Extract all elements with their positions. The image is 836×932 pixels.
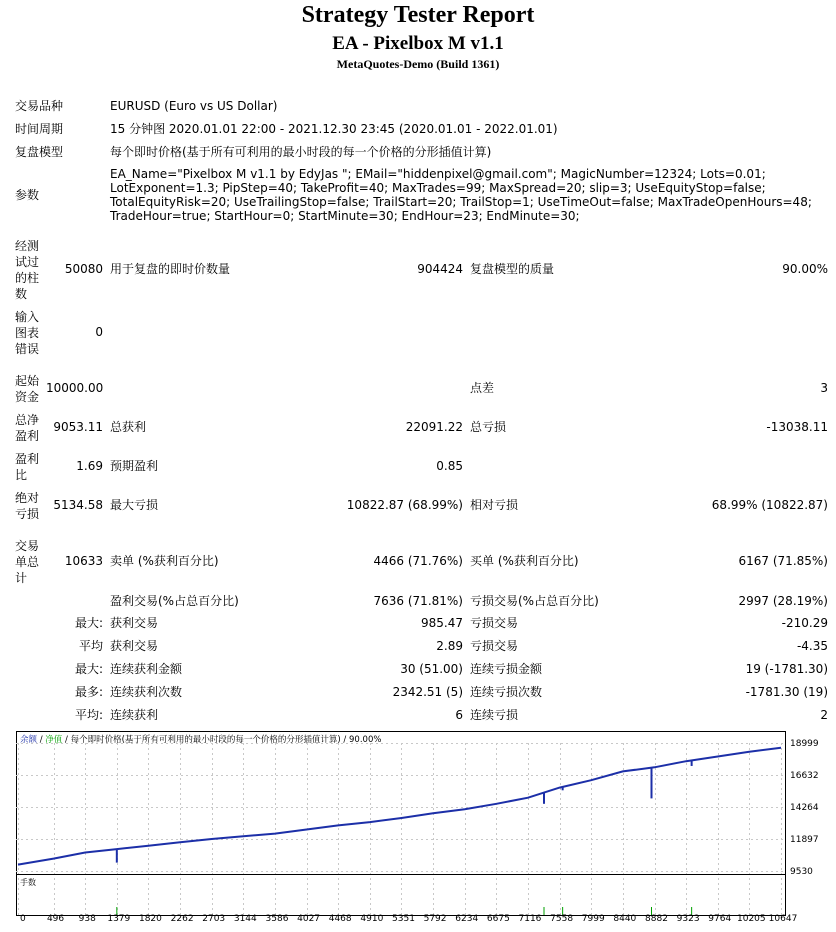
largest-profit-label: 获利交易 (110, 616, 159, 630)
avg-cons-losses-label: 连续亏损 (470, 708, 519, 722)
short-trades-value: 4466 (71.76%) (373, 554, 463, 568)
x-tick-label: 9323 (676, 914, 700, 924)
avg-cons-losses-value: 2 (820, 708, 828, 722)
average-prefix: 平均 (78, 639, 103, 653)
legend-balance: 余额 (20, 735, 38, 745)
total-trades-label: 交易单总计 (15, 539, 40, 585)
net-profit-value: 9053.11 (53, 420, 103, 434)
x-tick-label: 938 (78, 914, 96, 924)
ea-name: EA - Pixelbox M v1.1 (332, 33, 504, 54)
errors-label: 输入图表错误 (15, 310, 40, 356)
x-tick-label: 7558 (550, 914, 574, 924)
x-tick-label: 1820 (138, 914, 162, 924)
largest-prefix: 最大: (74, 616, 103, 630)
x-tick-label: 7116 (518, 914, 542, 924)
max-cons-losses-value: 19 (-1781.30) (745, 662, 828, 676)
quality-label: 复盘模型的质量 (470, 262, 555, 276)
ticks-value: 904424 (417, 262, 463, 276)
x-tick-label: 4027 (297, 914, 321, 924)
params-label: 参数 (15, 188, 40, 202)
gross-loss-value: -13038.11 (766, 420, 828, 434)
long-trades-label: 买单 (%获利百分比) (470, 554, 579, 568)
x-tick-label: 2703 (202, 914, 226, 924)
x-tick-label: 2262 (170, 914, 194, 924)
abs-drawdown-value: 5134.58 (53, 498, 103, 512)
profit-trades-label: 盈利交易(%占总百分比) (110, 594, 239, 608)
x-tick-label: 10647 (768, 914, 798, 924)
loss-trades-value: 2997 (28.19%) (738, 594, 828, 608)
avg-cons-wins-value: 6 (455, 708, 463, 722)
max-cons-profit-value: 2342.51 (5) (392, 685, 463, 699)
legend-equity: 净值 (45, 735, 63, 745)
errors-value: 0 (95, 325, 103, 339)
max-cons-losses-label: 连续亏损金额 (470, 662, 543, 676)
max-cons-loss-value: -1781.30 (19) (745, 685, 828, 699)
abs-drawdown-label: 绝对亏损 (15, 491, 40, 521)
x-tick-label: 8440 (613, 914, 637, 924)
profit-factor-value: 1.69 (76, 459, 103, 473)
net-profit-label: 总净盈利 (15, 413, 40, 443)
x-tick-label: 4468 (328, 914, 352, 924)
x-tick-label: 496 (46, 914, 65, 924)
total-trades-value: 10633 (64, 554, 103, 568)
largest-loss-label: 亏损交易 (470, 616, 519, 630)
x-tick-label: 5792 (423, 914, 447, 924)
y-tick-label: 18999 (790, 739, 819, 749)
period-value: 15 分钟图 2020.01.01 22:00 - 2021.12.30 23:45 (2020.01.01 - 2022.01.01) (110, 122, 558, 136)
y-tick-label: 16632 (790, 770, 819, 781)
bars-value: 50080 (64, 262, 103, 276)
x-tick-label: 3144 (233, 914, 257, 924)
x-tick-label: 6234 (455, 914, 479, 924)
avg-profit-value: 2.89 (436, 639, 463, 653)
profit-factor-label: 盈利比 (15, 452, 40, 482)
x-tick-label: 7999 (581, 914, 605, 924)
max-cons-wins-value: 30 (51.00) (400, 662, 463, 676)
symbol-value: EURUSD (Euro vs US Dollar) (110, 99, 278, 113)
model-value: 每个即时价格(基于所有可利用的最小时段的每一个价格的分形插值计算) (110, 145, 492, 159)
largest-profit-value: 985.47 (421, 616, 463, 630)
x-tick-label: 9764 (708, 914, 732, 924)
x-tick-label: 8882 (645, 914, 668, 924)
y-tick-label: 11897 (790, 835, 819, 846)
x-tick-label: 10205 (737, 914, 766, 924)
period-label: 时间周期 (15, 122, 64, 136)
symbol-label: 交易品种 (15, 99, 64, 113)
max-cons-loss-label: 连续亏损次数 (470, 685, 543, 699)
x-tick-label: 5351 (392, 914, 415, 924)
x-tick-label: 4910 (360, 914, 384, 924)
rel-drawdown-value: 68.99% (10822.87) (711, 498, 828, 512)
max-cons-profit-label: 连续获利次数 (110, 685, 183, 699)
balance-chart (16, 731, 819, 924)
profit-trades-value: 7636 (71.81%) (373, 594, 463, 608)
max-drawdown-value: 10822.87 (68.99%) (346, 498, 463, 512)
expected-payoff-value: 0.85 (436, 459, 463, 473)
max-drawdown-label: 最大亏损 (110, 498, 159, 512)
params-value: EA_Name="Pixelbox M v1.1 by EdyJas "; EMail="hiddenpixel@gmail.com"; MagicNumber=12324; Lots=0.01; LotExponent=1.3; PipStep=40; TakeProfit=40; MaxTrades=99; MaxSpread=20; slip=3; UseEquityStop=false; TotalEquityRisk=20; UseTrailingStop=false; TrailStart=20; TrailStop=1; UseTimeOut=false; MaxTradeOpenHours=48; TradeHour=true; StartHour=0; StartMinute=30; EndHour=23; EndMinute=30; (110, 167, 812, 223)
max-cons-wins-label: 连续获利金额 (110, 662, 183, 676)
ticks-label: 用于复盘的即时价数量 (110, 262, 231, 276)
y-axis-ticks (790, 739, 819, 877)
max-cons-prefix: 最大: (74, 662, 103, 676)
gross-profit-label: 总获利 (110, 420, 147, 434)
loss-trades-label: 亏损交易(%占总百分比) (470, 594, 599, 608)
y-tick-label: 9530 (790, 867, 813, 877)
avg-profit-label: 获利交易 (110, 639, 159, 653)
spread-label: 点差 (470, 381, 495, 395)
largest-loss-value: -210.29 (781, 616, 828, 630)
short-trades-label: 卖单 (%获利百分比) (110, 554, 219, 568)
most-prefix: 最多: (74, 685, 103, 699)
rel-drawdown-label: 相对亏损 (470, 498, 519, 512)
deposit-label: 起始资金 (15, 374, 40, 404)
avg-loss-label: 亏损交易 (470, 639, 519, 653)
avg-cons-wins-label: 连续获利 (110, 708, 159, 722)
x-tick-label: 1379 (107, 914, 131, 924)
x-tick-label: 6675 (486, 914, 510, 924)
lot-panel-label: 手数 (20, 878, 36, 887)
quality-value: 90.00% (782, 262, 828, 276)
deposit-value: 10000.00 (46, 381, 104, 395)
spread-value: 3 (820, 381, 828, 395)
long-trades-value: 6167 (71.85%) (738, 554, 828, 568)
x-tick-label: 3586 (265, 914, 289, 924)
chart-legend: 余额 / 净值 / 每个即时价格(基于所有可利用的最小时段的每一个价格的分形插值计算) / 90.00% (20, 735, 382, 745)
gross-profit-value: 22091.22 (405, 420, 463, 434)
expected-payoff-label: 预期盈利 (110, 459, 159, 473)
legend-model: 每个即时价格(基于所有可利用的最小时段的每一个价格的分形插值计算) (70, 735, 341, 745)
avg-cons-prefix: 平均: (74, 708, 103, 722)
gross-loss-label: 总亏损 (470, 420, 507, 434)
report-title: Strategy Tester Report (301, 2, 535, 28)
avg-loss-value: -4.35 (796, 639, 828, 653)
legend-quality: 90.00% (349, 735, 382, 745)
x-tick-label: 0 (20, 914, 26, 924)
model-label: 复盘模型 (15, 145, 64, 159)
server-build: MetaQuotes-Demo (Build 1361) (336, 57, 500, 71)
bars-label: 经测试过的柱数 (15, 239, 40, 301)
y-tick-label: 14264 (790, 803, 819, 814)
